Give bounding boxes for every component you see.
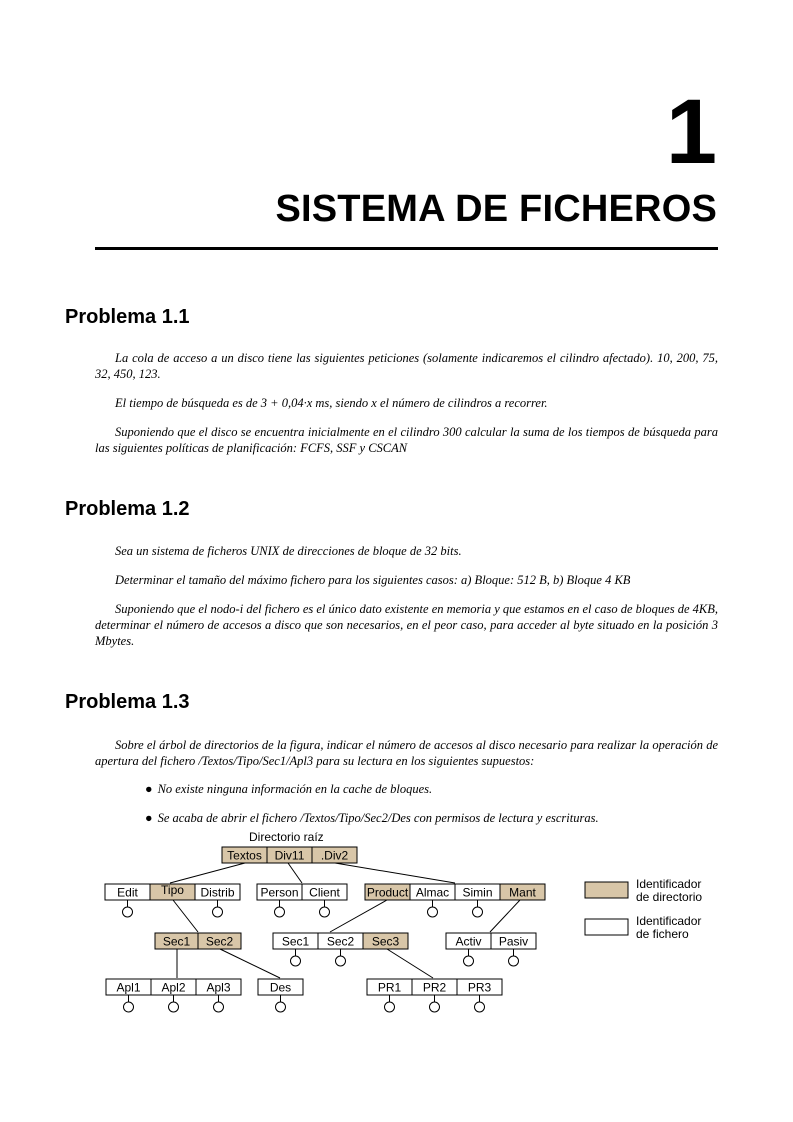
legend-file-swatch xyxy=(585,919,628,935)
legend-directory-label: de directorio xyxy=(636,890,703,904)
inode-circle xyxy=(509,956,519,966)
entry-label: Person xyxy=(260,885,299,900)
inode-circle xyxy=(276,1002,286,1012)
sec2-directory-group xyxy=(258,979,303,995)
div11-directory-group xyxy=(257,884,347,900)
textos-directory-group xyxy=(105,883,240,900)
entry-label: Sec2 xyxy=(326,934,355,949)
connector-textos-tipo xyxy=(170,863,245,883)
inode-circle xyxy=(475,1002,485,1012)
connector-sec3-pr2 xyxy=(387,949,433,978)
entry-label: PR2 xyxy=(422,980,447,995)
entry-label: PR1 xyxy=(377,980,402,995)
connector-div11-client xyxy=(288,863,302,883)
problem-1-1-paragraph: La cola de acceso a un disco tiene las siguientes peticiones (solamente indicaremos el cilindro afectado). 10, 200, 75, 32, 450, 123. xyxy=(95,351,718,381)
problem-1-3-bullet: ● Se acaba de abrir el fichero /Textos/Tipo/Sec2/Des con permisos de lectura y escrituras. xyxy=(145,811,599,825)
inode-circle xyxy=(473,907,483,917)
product-directory-group xyxy=(273,933,408,949)
inode-circle xyxy=(213,907,223,917)
entry-label: Sec1 xyxy=(281,934,310,949)
entry-label: Sec2 xyxy=(205,934,234,949)
problem-1-3-paragraph: Sobre el árbol de directorios de la figura, indicar el número de accesos al disco necesario para realizar la operación de apertura del fichero /Textos/Tipo/Sec1/Apl3 para su lectura en los siguientes supuestos: xyxy=(95,738,718,768)
inode-circle xyxy=(123,907,133,917)
entry-label: Mant xyxy=(509,885,536,900)
problem-1-2-heading: Problema 1.2 xyxy=(65,498,190,520)
entry-label: Sec1 xyxy=(162,934,191,949)
div2-directory-group xyxy=(365,884,545,900)
connector-mant-activ xyxy=(490,900,520,932)
legend-file-label: de fichero xyxy=(636,927,689,941)
entry-label: Apl1 xyxy=(116,980,141,995)
figure-legend xyxy=(585,877,702,941)
entry-label: Activ xyxy=(455,934,482,949)
legend-file-label: Identificador xyxy=(636,914,702,928)
problem-1-3-bullet: ● No existe ninguna información en la cache de bloques. xyxy=(145,782,433,796)
legend-directory-label: Identificador xyxy=(636,877,702,891)
connector-product-sec xyxy=(330,900,387,932)
legend-directory-swatch xyxy=(585,882,628,898)
problem-1-1-paragraph: El tiempo de búsqueda es de 3 + 0,04·x ms, siendo x el número de cilindros a recorrer. xyxy=(115,396,548,410)
problem-1-1-heading: Problema 1.1 xyxy=(65,306,190,328)
entry-label: Product xyxy=(366,885,409,900)
chapter-rule xyxy=(95,247,718,250)
entry-label: Almac xyxy=(415,885,450,900)
entry-label: Distrib xyxy=(200,885,235,900)
problem-1-2-paragraph: Determinar el tamaño del máximo fichero para los siguientes casos: a) Bloque: 512 B, b) Bloque 4 KB xyxy=(115,573,631,587)
entry-label: Pasiv xyxy=(498,934,529,949)
entry-label: Div11 xyxy=(274,848,305,863)
inode-circle xyxy=(336,956,346,966)
inode-circle xyxy=(428,907,438,917)
problem-1-2-paragraph: Suponiendo que el nodo-i del fichero es el único dato existente en memoria y que estamos en el caso de bloques de 4KB, determinar el número de accesos a disco que son necesarios, en el peor caso, para acceder al byte situado en la posición 3 Mbytes. xyxy=(95,602,718,648)
inode-circle xyxy=(464,956,474,966)
entry-label: Tipo xyxy=(161,883,184,897)
entry-label: Des xyxy=(269,980,292,995)
mant-directory-group xyxy=(446,933,536,949)
problem-1-2-paragraph: Sea un sistema de ficheros UNIX de direcciones de bloque de 32 bits. xyxy=(115,544,462,558)
entry-label: Simin xyxy=(462,885,493,900)
problem-1-3-heading: Problema 1.3 xyxy=(65,691,190,713)
inode-circle xyxy=(124,1002,134,1012)
inode-circle xyxy=(214,1002,224,1012)
connector-sec2-des xyxy=(220,949,280,978)
entry-label: Client xyxy=(309,885,340,900)
sec1-directory-group xyxy=(106,979,241,995)
inode-circle xyxy=(275,907,285,917)
entry-label: Apl3 xyxy=(206,980,231,995)
connector-tipo-sec xyxy=(173,900,198,932)
inode-circle xyxy=(169,1002,179,1012)
root-label: Directorio raíz xyxy=(249,830,324,844)
connector-div2-simin xyxy=(335,863,455,883)
entry-label: Textos xyxy=(227,848,262,863)
entry-label: Edit xyxy=(117,885,138,900)
inode-circle xyxy=(291,956,301,966)
inode-circle xyxy=(430,1002,440,1012)
inode-circle xyxy=(385,1002,395,1012)
problem-1-1-paragraph: Suponiendo que el disco se encuentra inicialmente en el cilindro 300 calcular la suma de los tiempos de búsqueda para las siguientes políticas de planificación: FCFS, SSF y CSCAN xyxy=(95,425,718,455)
entry-label: Apl2 xyxy=(161,980,186,995)
entry-label: PR3 xyxy=(467,980,492,995)
chapter-number: 1 xyxy=(665,81,717,183)
entry-label: Sec3 xyxy=(371,934,400,949)
root-directory-group xyxy=(222,847,357,863)
chapter-title: SISTEMA DE FICHEROS xyxy=(275,188,717,230)
entry-label: .Div2 xyxy=(320,848,349,863)
sec3-directory-group xyxy=(367,979,502,995)
tipo-directory-group xyxy=(155,933,241,949)
directory-tree-figure xyxy=(0,825,793,1025)
inode-circle xyxy=(320,907,330,917)
